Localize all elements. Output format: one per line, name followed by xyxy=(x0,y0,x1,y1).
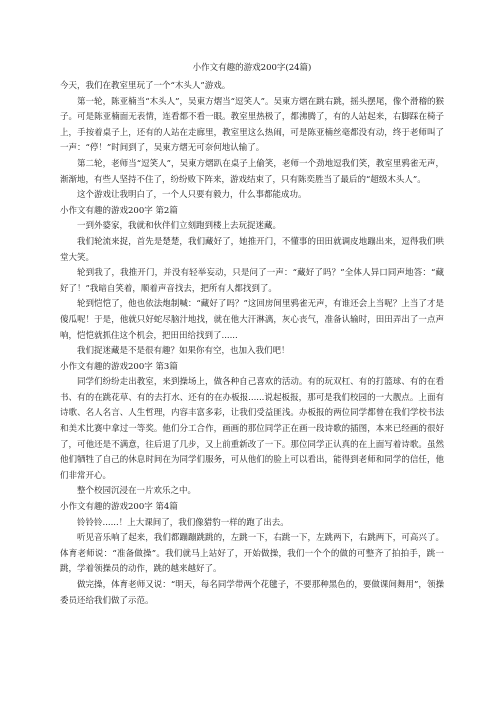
section-2 xyxy=(60,204,444,360)
document-page xyxy=(60,62,444,609)
section-heading: 小作文有趣的游戏200字 第4篇 xyxy=(60,502,178,513)
section-heading: 小作文有趣的游戏200字 第2篇 xyxy=(60,205,178,216)
paragraph: 轮到恺恺了，他也依法炮制喊：“藏好了吗？”这回房间里鸦雀无声，有谁还会上当呢？上当了才是傻瓜呢！于是，他就只好蛇尽脑汁地找，就在他大汗淋漓，灰心丧气，准备认输时，田田弄出了一点声响，恺恺就抓住这个机会，把田田给找到了...... xyxy=(60,299,444,341)
paragraph: 我们轮流来捉，首先是楚楚，我们藏好了，她推开门，不懂事的田田就调皮地蹦出来，逗得我们哄堂大笑。 xyxy=(60,236,444,263)
paragraph: 整个校园沉浸在一片欢乐之中。 xyxy=(77,486,197,497)
paragraph: 同学们纷纷走出教室，来到操场上，做各种自己喜欢的活动。有的玩双杠、有的打篮球、有的在看书、有的在跳花草、有的去打水、还有的在办板报......说起板报，那可是我们校园的一大靓点。上面有诗歌、名人名言、人生哲理，内容丰富多彩，让我们受益匪浅。办板报的两位同学都曾在我们学校书法和美术比赛中拿过一等奖。他们分工合作，画画的那位同学正在画一段诗歌的插图，本来已经画的很好了，可他还是不满意，往后退了几步，又上前重新改了一下。那位同学正认真的在上面写着诗歌。虽然他们牺牲了自己的休息时间在为同学们服务，可从他们的脸上可以看出，能得到老师和同学的信任，他们非常开心。 xyxy=(60,377,444,481)
section-4 xyxy=(60,500,444,609)
paragraph: 这个游戏让我明白了，一个人只要有毅力，什么事都能成功。 xyxy=(77,190,307,201)
paragraph: 听见音乐响了起来，我们都蹦蹦跳跳的，左跳一下，右跳一下，左跳两下，右跳两下，可高兴了。体育老师说：“准备做操”。我们就马上站好了，开始做操，我们一个个的做的可整齐了拍拍手，跳一跳，学着领操员的动作，跳的越来越好了。 xyxy=(60,533,444,575)
paragraph: 今天，我们在教室里玩了一个“木头人”游戏。 xyxy=(60,81,231,91)
paragraph: 我们捉迷藏是不是很有趣？如果你有空，也加入我们吧！ xyxy=(77,346,290,357)
paragraph: 一到外婆家，我就和伙伴们立刻跑到楼上去玩捉迷藏。 xyxy=(77,221,282,232)
paragraph: 第一轮，陈亚楠当“木头人”，吴東方熠当“逗笑人”。吴東方熠在跳右跳，摇头摆尾，像个滑稽的猴子。可是陈亚楠面无表情，连看都不看一眼。教室里热极了，都沸腾了，有的人站起来，右脚踩在椅子上，手按着桌子上，还有的人站在走廊里，教室里这么热闹，可是陈亚楠丝毫都没有动，终于老师叫了一声：“停！”时间到了，吴東方熠无可奈何地认输了。 xyxy=(60,96,444,154)
paragraph: 轮到我了，我推开门，并没有轻举妄动，只是问了一声：“藏好了吗？”全体人异口同声地答：“藏好了！”我暗自笑着，顺着声音找去，把所有人都找到了。 xyxy=(60,268,444,294)
paragraph: 做完操，体育老师又说：“明天，每名同学带两个花毽子，不要那种黑色的，要做课间舞用”，领操委员还给我们做了示范。 xyxy=(60,580,444,606)
section-1 xyxy=(60,79,444,204)
paragraph: 铃铃铃......！上大课间了，我们像猎豹一样的跑了出去。 xyxy=(77,517,289,528)
paragraph: 第二轮，老师当“逗笑人”，吴東方熠趴在桌子上偷笑，老师一个劲地逗我们笑，教室里鸦雀无声，渐渐地，有些人坚持不住了，纷纷败下阵来，游戏结束了，只有陈奕胜当了最后的“超级木头人”。 xyxy=(60,158,444,185)
section-3 xyxy=(60,360,444,500)
section-heading: 小作文有趣的游戏200字 第3篇 xyxy=(60,361,178,372)
document-title: 小作文有趣的游戏200字(24篇) xyxy=(192,63,312,73)
